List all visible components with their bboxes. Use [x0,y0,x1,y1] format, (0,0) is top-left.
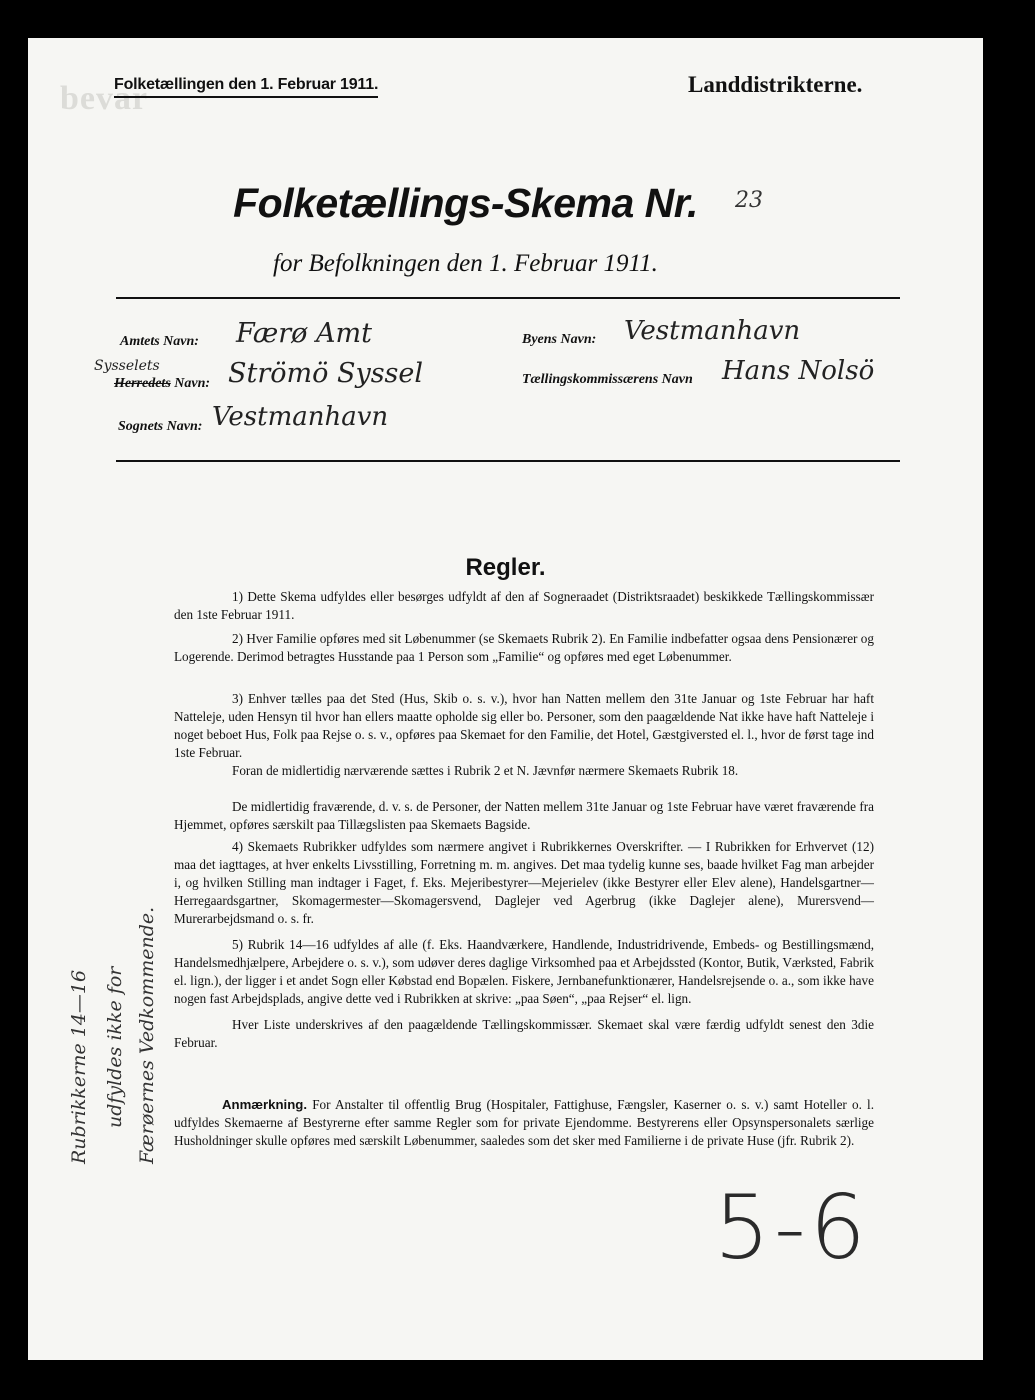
rule-paragraph-5: 5) Rubrik 14—16 udfyldes af alle (f. Eks. Haandværkere, Handlende, Industridrivende, Embeds- og Bestillingsmænd, Handelsmedhjælpere, Arbejdere o. s. v.), som udøver deres daglige Virksomhed paa et Arbejdssted (Kontor, Butik, Værksted, Fabrik el. lign.), der ligger i et andet Sogn eller Købstad end Bopælen. Fiskere, Jernbanefunktionærer, Handelsrejsende o. a., som ikke have nogen fast Arbejdsplads, angive dette ved i Rubrikken at skrive: „paa Søen“, „paa Rejser“ el. lign. [174,937,874,1006]
herred-label-struck: Herredets [114,376,171,391]
herred-label-rest: Navn: [174,376,211,391]
header-district-type: Landdistrikterne. [688,72,863,97]
note-paragraph [174,1096,874,1150]
margin-note-line-1: Rubrikkerne 14—16 [68,969,90,1164]
herred-label [114,376,210,392]
margin-note-line-2: udfyldes ikke for [104,966,126,1128]
top-divider [116,297,900,299]
rules-heading: Regler. [465,554,546,581]
rule-paragraph-3b: Foran de midlertidig nærværende sættes i Rubrik 2 et N. Jævnfør nærmere Skemaets Rubrik 18. [232,763,739,778]
rule-paragraph-5b: Hver Liste underskrives af den paagældende Tællingskommissær. Skemaet skal være færdig udfyldt senest den 3die Februar. [174,1017,874,1050]
form-title: Folketællings-Skema Nr. [233,180,698,226]
header-census-date: Folketællingen den 1. Februar 1911. [114,76,378,98]
handwritten-range-number: 5-6 [714,1176,870,1279]
form-number-handwritten: 23 [735,188,763,213]
margin-note-line-3: Færøernes Vedkommende. [136,906,158,1164]
herred-value: Strömö Syssel [228,358,424,389]
kommissaer-value: Hans Nolsö [722,356,875,386]
note-text: For Anstalter til offentlig Brug (Hospitaler, Fattighuse, Fængsler, Kaserner o. s. v.) samt Hoteller o. l. udfyldes Skemaerne af Bestyrerne efter samme Regler som for private Ejendomme. Bestyrerens eller Opsynspersonalets særlige Husholdninger skulle opføres med særskilt Løbenummer, saaledes som det sker med Familierne i de private Huse (jfr. Rubrik 2). [174,1097,875,1148]
census-form-page [28,38,983,1360]
rule-paragraph-3c: De midlertidig fraværende, d. v. s. de Personer, der Natten mellem 31te Januar og 1ste Februar have været fraværende fra Hjemmet, opføres særskilt paa Tillægslisten paa Skemaets Bagside. [174,799,874,832]
sogn-label: Sognets Navn: [118,419,203,434]
note-label: Anmærkning. [222,1097,307,1112]
sogn-value: Vestmanhavn [212,402,389,432]
fields-divider [116,460,900,462]
by-label: Byens Navn: [522,332,597,347]
form-subtitle: for Befolkningen den 1. Februar 1911. [273,250,658,277]
kommissaer-label: Tællingskommissærens Navn [522,372,693,387]
by-value: Vestmanhavn [624,316,801,346]
amt-value: Færø Amt [236,318,372,349]
rule-paragraph-1: 1) Dette Skema udfyldes eller besørges udfyldt af den af Sogneraadet (Distriktsraadet) beskikkede Tællingskommissær den 1ste Februar 1911. [174,589,874,622]
herred-prefix-handwritten: Sysselets [94,358,160,374]
rule-paragraph-4: 4) Skemaets Rubrikker udfyldes som nærmere angivet i Rubrikkernes Overskrifter. — I Rubrikken for Erhvervet (12) maa det iagttages, at hver enkelts Livsstilling, Forretning m. m. angives. Det maa tydelig kunne ses, baade hvilket Fag man arbejder i, og hvilken Stilling man indtager i Faget, f. Eks. Mejeribestyrer—Mejerielev (ikke Bestyrer eller Elev alene), Handelsgartner—Herregaardsgartner, Skomagermester—Skomagersvend, Daglejer ved Agerbrug (ikke Daglejer alene), Murersvend—Murerarbejdsmand o. s. fr. [174,839,874,926]
rule-paragraph-3: 3) Enhver tælles paa det Sted (Hus, Skib o. s. v.), hvor han Natten mellem den 31te Januar og 1ste Februar har haft Natteleje, uden Hensyn til hvor han ellers maatte opholde sig eller bo. Personer, som den paagældende Nat ikke have haft Natteleje i noget beboet Hus, Folk paa Rejse o. s. v., opføres paa Skemaet for den Familie, det Hotel, Gæstgiversted el. l., hvor de først tage ind 1ste Februar. [174,691,874,760]
amt-label: Amtets Navn: [120,334,199,349]
rule-paragraph-2: 2) Hver Familie opføres med sit Løbenummer (se Skemaets Rubrik 2). En Familie indbefatter ogsaa dens Pensionærer og Logerende. Derimod betragtes Husstande paa 1 Person som „Familie“ og opføres med eget Løbenummer. [174,631,874,664]
faint-stamp-text: bevar [60,80,149,117]
